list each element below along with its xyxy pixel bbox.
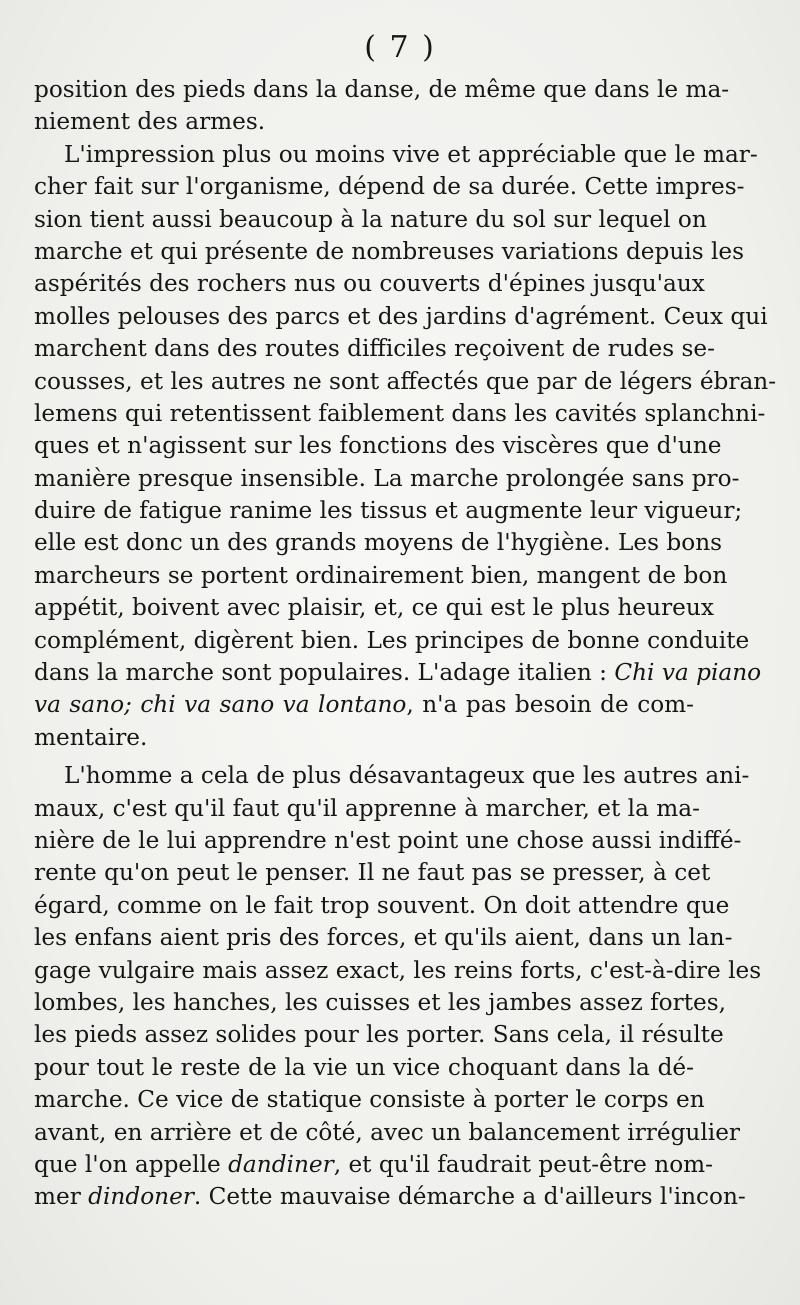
- italic-term: dandiner: [228, 1150, 334, 1178]
- text-line: sion tient aussi beaucoup à la nature du sol sur lequel on: [34, 205, 707, 233]
- text-line: marche. Ce vice de statique consiste à porter le corps en: [34, 1086, 705, 1114]
- text-line: pour tout le reste de la vie un vice choquant dans la dé-: [34, 1053, 694, 1081]
- body-text: [34, 74, 777, 1214]
- text-line: lemens qui retentissent faiblement dans les cavités splanchni-: [34, 399, 766, 427]
- text-line: appétit, boivent avec plaisir, et, ce qui est le plus heureux: [34, 594, 714, 622]
- text-line: maux, c'est qu'il faut qu'il apprenne à marcher, et la ma-: [34, 794, 700, 822]
- text-line: position des pieds dans la danse, de même que dans le ma-: [34, 76, 730, 103]
- text-line: marchent dans des routes difficiles reçoivent de rudes se-: [34, 335, 715, 363]
- text-line: gage vulgaire mais assez exact, les reins forts, c'est-à-dire les: [34, 956, 762, 984]
- text-line: rente qu'on peut le penser. Il ne faut pas se presser, à cet: [34, 859, 711, 887]
- page-number: ( 7 ): [364, 30, 436, 65]
- text-segment: . Cette mauvaise démarche a d'ailleurs l'incon-: [193, 1183, 746, 1211]
- text-line: cousses, et les autres ne sont affectés que par de légers ébran-: [34, 367, 777, 395]
- text-line: [34, 1149, 713, 1181]
- text-line: molles pelouses des parcs et des jardins d'agrément. Ceux qui: [34, 302, 768, 330]
- text-line: marcheurs se portent ordinairement bien, mangent de bon: [34, 561, 728, 589]
- text-line: les enfans aient pris des forces, et qu'ils aient, dans un lan-: [34, 924, 733, 952]
- text-line: [34, 1181, 746, 1213]
- text-line: mentaire.: [34, 723, 148, 751]
- text-line: elle est donc un des grands moyens de l'hygiène. Les bons: [34, 529, 723, 557]
- text-line: nière de le lui apprendre n'est point une chose aussi indiffé-: [34, 826, 742, 854]
- text-segment: mer: [34, 1183, 81, 1211]
- text-line: cher fait sur l'organisme, dépend de sa durée. Cette impres-: [34, 173, 745, 201]
- text-line: marche et qui présente de nombreuses variations depuis les: [34, 237, 745, 265]
- italian-quote: va sano; chi va sano va lontano: [34, 691, 407, 719]
- text-line: L'homme a cela de plus désavantageux que les autres ani-: [64, 762, 750, 790]
- text-line: niement des armes.: [34, 108, 266, 136]
- text-line: [34, 689, 694, 721]
- italian-quote: Chi va piano: [614, 659, 762, 687]
- text-segment: dans la marche sont populaires. L'adage italien :: [34, 659, 607, 687]
- text-line: ques et n'agissent sur les fonctions des viscères que d'une: [34, 432, 722, 460]
- text-line: les pieds assez solides pour les porter. Sans cela, il résulte: [34, 1021, 724, 1049]
- text-line: manière presque insensible. La marche prolongée sans pro-: [34, 464, 740, 492]
- text-line: duire de fatigue ranime les tissus et augmente leur vigueur;: [34, 497, 743, 525]
- text-line: complément, digèrent bien. Les principes de bonne conduite: [34, 626, 750, 654]
- text-line: [34, 657, 762, 689]
- text-segment: , n'a pas besoin de com-: [406, 691, 694, 719]
- text-line: avant, en arrière et de côté, avec un balancement irrégulier: [34, 1118, 740, 1146]
- text-line: égard, comme on le fait trop souvent. On doit attendre que: [34, 891, 730, 919]
- text-segment: , et qu'il faudrait peut-être nom-: [333, 1150, 713, 1178]
- text-line: L'impression plus ou moins vive et appréciable que le mar-: [64, 140, 758, 168]
- text-line: aspérités des rochers nus ou couverts d'épines jusqu'aux: [34, 270, 705, 298]
- text-segment: que l'on appelle: [34, 1150, 221, 1178]
- text-line: lombes, les hanches, les cuisses et les jambes assez fortes,: [34, 988, 727, 1016]
- italic-term: dindoner: [88, 1183, 194, 1211]
